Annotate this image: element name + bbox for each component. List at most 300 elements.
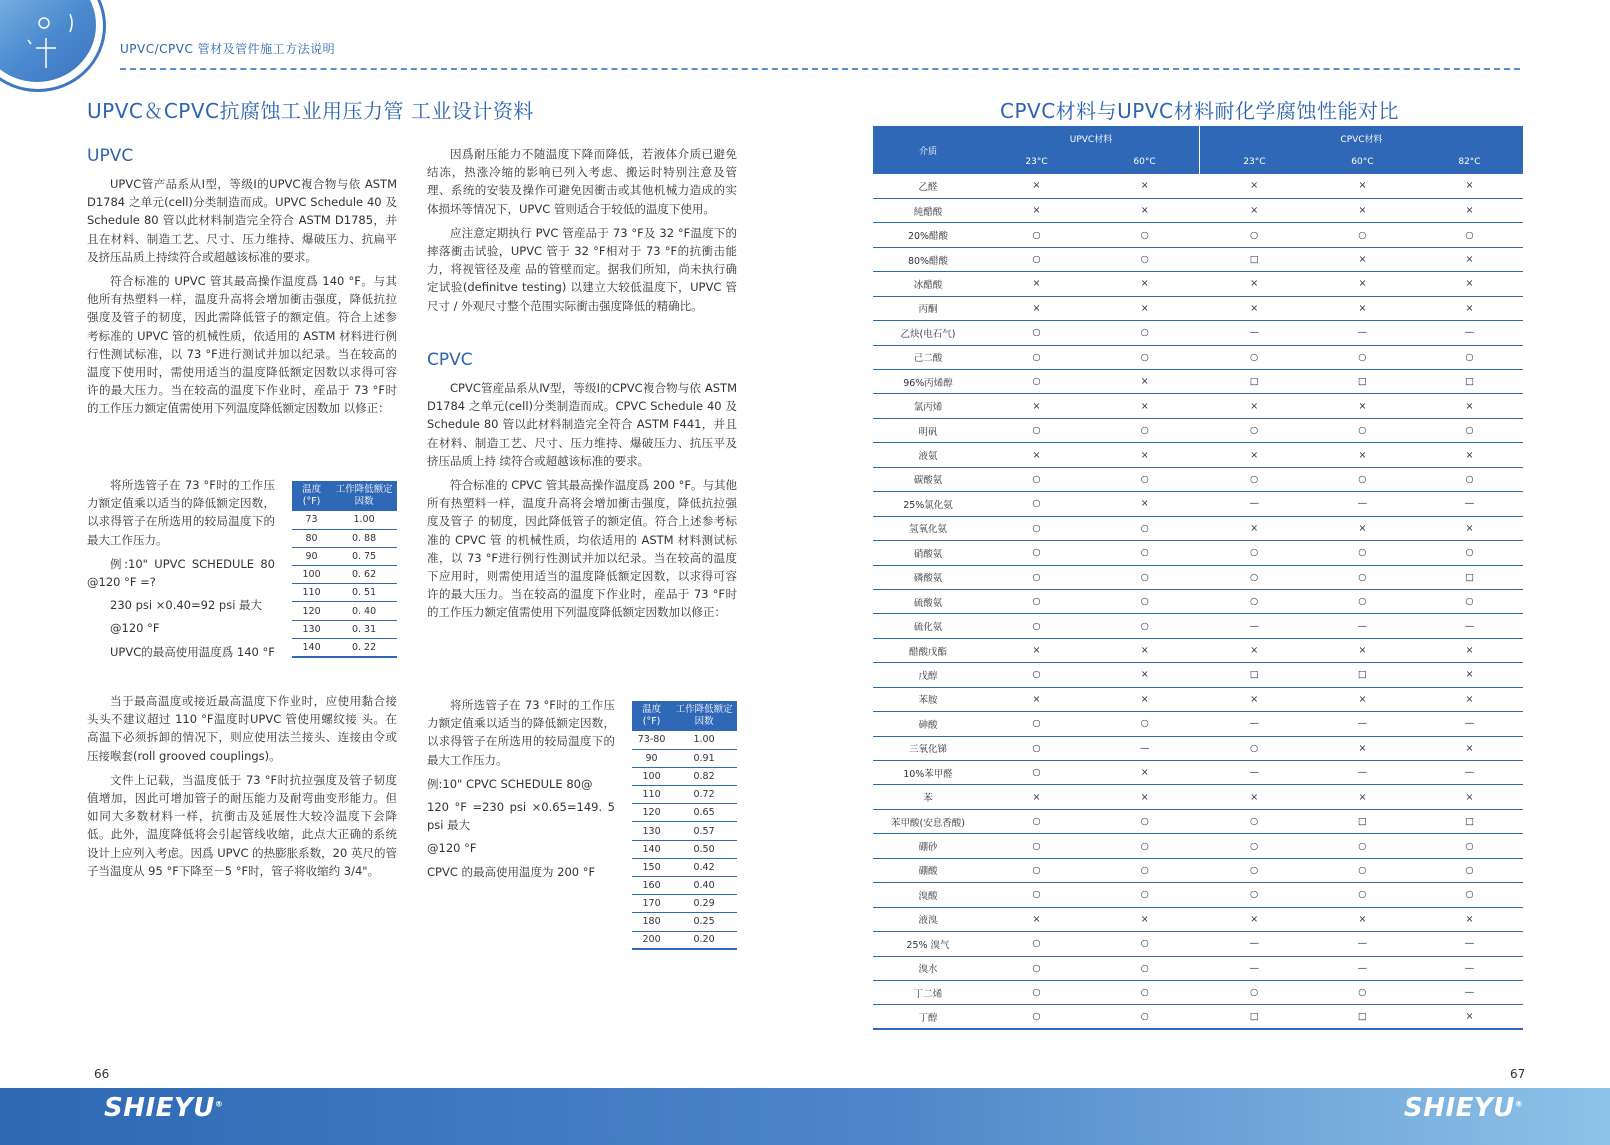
rating-cell: — [1416,761,1523,785]
rating-cell: ○ [1199,223,1308,247]
medium-name-cell: 苯 [873,785,983,809]
rating-cell: × [1309,394,1416,418]
table-row [873,761,1523,785]
rating-cell: × [1199,687,1308,711]
temperature-cell: 130 [632,822,671,840]
rating-cell: — [1309,712,1416,736]
rating-cell: × [1416,907,1523,931]
brand-logo-right [1404,1093,1523,1123]
cpvc-example-line-1: 例:10" CPVC SCHEDULE 80@ [427,776,593,791]
cpvc-intro [427,379,737,628]
table-row [292,529,397,547]
table-row [873,443,1523,467]
rating-cell: — [1309,761,1416,785]
upvc-group-header: UPVC材料 [983,126,1199,150]
factor-cell: 0. 31 [331,620,397,638]
cpvc-derating-note [427,696,615,886]
temperature-cell: 140 [292,638,331,656]
factor-cell: 0.65 [671,804,737,822]
rating-cell: ○ [983,614,1090,638]
medium-name-cell: 苯甲酸(安息香酸) [873,809,983,833]
rating-cell: ○ [983,736,1090,760]
rating-cell: ○ [1090,565,1199,589]
mid-paragraph-1: 因爲耐压能力不随温度下降而降低，若液体介质已避免结冻，热涨冷缩的影响已列入考虑、搬运时特别注意及管理、系统的安装及操作可避免因衝击或其他机械力造成的实体损坏等情况下，UPVC 管则适合于较低的温度下使用。 [427,147,737,216]
table-row [632,804,737,822]
rating-cell: — [1199,614,1308,638]
rating-cell: × [983,296,1090,320]
upvc-paragraph-2: 符合标准的 UPVC 管其最高操作温度爲 140 °F。与其他所有热塑料一样，温度升高将会增加衝击强度，降低抗拉强度及管子的韧度，因此需降低管子的额定值。符合上述参考标准的 UPVC 管的机械性质，依适用的 ASTM 材料进行例行性测试标准，以 73 °F进行测试并加以纪录。当在较高的温度下使用时，需使用适当的温度降低额定因数以求得可容许的最大压力。当在较高的温度下作业时，産品于 73 °F时的工作压力额定值需使用下列温度降低额定因数加 以修正： [87,274,397,416]
registered-mark: ® [214,1099,224,1109]
rating-cell: × [1090,272,1199,296]
table-row [873,223,1523,247]
rating-cell: — [1199,956,1308,980]
medium-name-cell: 20%醋酸 [873,223,983,247]
rating-cell: ○ [1199,345,1308,369]
rating-cell: ○ [983,761,1090,785]
table-row [873,858,1523,882]
medium-name-cell: 液氨 [873,443,983,467]
rating-cell: ○ [1090,809,1199,833]
table-row [873,394,1523,418]
rating-cell: ○ [1090,589,1199,613]
rating-cell: — [1309,492,1416,516]
mid-paragraph-2: 应注意定期执行 PVC 管産品于 73 °F及 32 °F温度下的摔落衝击试验，UPVC 管于 32 °F相对于 73 °F的抗衝击能力，将视管径及産 品的管壁而定。据我们所知，尚未执行确定试验(definitve testing) 以建立大较低温度下，UPVC 管尺寸 / 外观尺寸整个范围实际衝击强度降低的精确比。 [427,225,737,313]
rating-cell: ○ [1090,834,1199,858]
footer-band [0,1088,1610,1145]
rating-cell: × [983,174,1090,198]
rating-cell: □ [1199,1005,1308,1029]
medium-name-cell: 乙炔(电石气) [873,321,983,345]
rating-cell: × [983,785,1090,809]
medium-name-cell: 丙酮 [873,296,983,320]
factor-cell: 0. 62 [331,566,397,584]
rating-cell: × [1090,492,1199,516]
factor-cell: 0. 88 [331,529,397,547]
rating-cell: — [1309,614,1416,638]
table-row [873,980,1523,1004]
medium-name-cell: 純醋酸 [873,198,983,222]
rating-cell: ○ [1090,541,1199,565]
table-row [292,602,397,620]
table-row [292,566,397,584]
medium-name-cell: 96%丙烯醇 [873,370,983,394]
rating-cell: × [1416,247,1523,271]
rating-cell: ○ [1090,858,1199,882]
medium-name-cell: 砷酸 [873,712,983,736]
rating-cell: × [1199,638,1308,662]
temperature-cell: 73-80 [632,731,671,749]
chemical-resistance-table [873,126,1523,1030]
cpvc-group-header: CPVC材料 [1199,126,1523,150]
rating-cell: — [1199,761,1308,785]
factor-cell: 1.00 [671,731,737,749]
upvc-example-line-2: 230 psi ×0.40=92 psi 最大 [110,598,263,613]
table-row [873,834,1523,858]
table-row [632,913,737,931]
cpvc-table-header-factor: 工作降低额定因数 [671,701,737,731]
rating-cell: × [983,907,1090,931]
rating-cell: ○ [983,247,1090,271]
rating-cell: × [1416,394,1523,418]
rating-cell: ○ [983,541,1090,565]
table-row [873,198,1523,222]
rating-cell: — [1416,492,1523,516]
rating-cell: ○ [983,858,1090,882]
upvc-paragraph-3: 当于最高温度或接近最高温度下作业时，应使用黏合接头头不建议超过 110 °F温度时UPVC 管使用螺纹接 头。在高温下必须拆卸的情况下，则应使用法兰接头、连接由令或压接喉套(roll grooved couplings)。 [87,694,397,763]
rating-cell: ○ [983,980,1090,1004]
table-row [292,638,397,656]
factor-cell: 0.82 [671,767,737,785]
medium-name-cell: 氢氧化氨 [873,516,983,540]
header-divider [120,68,1520,70]
temp-header: 82°C [1416,150,1523,174]
rating-cell: × [1309,516,1416,540]
rating-cell: × [1416,272,1523,296]
table-row [632,840,737,858]
rating-cell: × [1199,394,1308,418]
rating-cell: × [1416,638,1523,662]
rating-cell: ○ [1199,834,1308,858]
medium-name-cell: 25%氯化氨 [873,492,983,516]
rating-cell: × [1309,638,1416,662]
rating-cell: ○ [1309,541,1416,565]
rating-cell: × [1199,174,1308,198]
medium-column-header: 介质 [873,126,983,174]
table-row [873,932,1523,956]
upvc-high-temp-notes [87,692,397,886]
rating-cell: ○ [1199,589,1308,613]
rating-cell: × [1199,785,1308,809]
rating-cell: ○ [1199,736,1308,760]
table-row [292,620,397,638]
rating-cell: ○ [1309,834,1416,858]
cpvc-paragraph-2: 符合标准的 CPVC 管其最高操作温度爲 200 °F。与其他所有热塑料一样，温度升高将会增加衝击强度，降低抗拉强度及管子 的韧度，因此降低管子的额定值。符合上述参考标准的 CPVC 管 的机械性质，均依适用的 ASTM 材料测试标准，以 73 °F进行例行性测试并加以纪录。当在较高的温度下应用时，则需使用适当的温度降低额定因数，以求得可容许的最大压力。当在较高的温度下作业时，産品于 73 °F时的工作压力额定值需使用下列温度降低额定因数加以修正： [427,478,737,620]
temperature-cell: 80 [292,529,331,547]
table-row [873,883,1523,907]
rating-cell: ○ [1090,516,1199,540]
upvc-derating-note [87,476,275,666]
medium-name-cell: 液溴 [873,907,983,931]
rating-cell: × [1199,443,1308,467]
rating-cell: ○ [1090,223,1199,247]
rating-cell: ○ [1309,418,1416,442]
rating-cell: ○ [1309,223,1416,247]
rating-cell: × [1416,174,1523,198]
right-page-title: CPVC材料与UPVC材料耐化学腐蚀性能对比 [1000,99,1400,123]
rating-cell: × [1090,907,1199,931]
medium-name-cell: 硼酸 [873,858,983,882]
rating-cell: ○ [1090,321,1199,345]
upvc-table-header-temp: 温度(°F) [292,481,331,511]
rating-cell: × [1309,247,1416,271]
rating-cell: × [1309,907,1416,931]
cpvc-derating-text: 将所选管子在 73 °F时的工作压力额定值乘以适当的降低额定因数，以求得管子在所选用的较局温度下的最大工作压力。 [427,698,615,767]
temperature-cell: 200 [632,931,671,949]
rating-cell: ○ [1416,418,1523,442]
medium-name-cell: 碳酸氨 [873,467,983,491]
rating-cell: — [1090,736,1199,760]
rating-cell: × [983,394,1090,418]
rating-cell: ○ [983,809,1090,833]
upvc-heading: UPVC [87,146,134,166]
rating-cell: × [1090,198,1199,222]
table-row [632,731,737,749]
table-row [873,296,1523,320]
rating-cell: ○ [983,418,1090,442]
rating-cell: □ [1309,663,1416,687]
rating-cell: — [1199,321,1308,345]
factor-cell: 0.72 [671,786,737,804]
cpvc-heading: CPVC [427,350,473,370]
temperature-cell: 100 [292,566,331,584]
table-row [873,467,1523,491]
rating-cell: ○ [983,834,1090,858]
cpvc-example-line-2: 120 °F =230 psi ×0.65=149. 5 psi 最大 [427,800,615,833]
medium-name-cell: 戊醇 [873,663,983,687]
medium-name-cell: 氯丙烯 [873,394,983,418]
rating-cell: ○ [1309,589,1416,613]
medium-name-cell: 溴酸 [873,883,983,907]
rating-cell: ○ [983,565,1090,589]
rating-cell: × [1416,663,1523,687]
rating-cell: × [1416,736,1523,760]
rating-cell: ○ [983,883,1090,907]
registered-mark: ® [1514,1099,1524,1109]
temperature-cell: 110 [632,786,671,804]
table-row [873,565,1523,589]
rating-cell: ○ [983,712,1090,736]
rating-cell: × [1199,516,1308,540]
rating-cell: ○ [1090,712,1199,736]
table-row [873,809,1523,833]
cpvc-table-header-temp: 温度(°F) [632,701,671,731]
medium-name-cell: 明矾 [873,418,983,442]
table-row [873,638,1523,662]
brand-logo-left [104,1093,223,1123]
rating-cell: × [1199,198,1308,222]
rating-cell: × [1309,174,1416,198]
rating-cell: × [1416,687,1523,711]
factor-cell: 1.00 [331,511,397,529]
table-row [292,547,397,565]
medium-name-cell: 醋酸戊酯 [873,638,983,662]
table-row [873,418,1523,442]
rating-cell: ○ [1199,541,1308,565]
temperature-cell: 120 [632,804,671,822]
rating-cell: ○ [1416,345,1523,369]
temp-header: 60°C [1090,150,1199,174]
factor-cell: 0.25 [671,913,737,931]
medium-name-cell: 硼砂 [873,834,983,858]
rating-cell: — [1416,614,1523,638]
temp-header: 23°C [983,150,1090,174]
medium-name-cell: 苯胺 [873,687,983,711]
temperature-cell: 130 [292,620,331,638]
table-row [873,321,1523,345]
rating-cell: × [1090,687,1199,711]
medium-name-cell: 硫化氨 [873,614,983,638]
rating-cell: × [983,198,1090,222]
rating-cell: ○ [1199,467,1308,491]
rating-cell: ○ [1416,834,1523,858]
mid-column-text [427,145,737,321]
medium-name-cell: 乙醛 [873,174,983,198]
rating-cell: — [1199,932,1308,956]
rating-cell: ○ [1199,980,1308,1004]
rating-cell: — [1199,712,1308,736]
temperature-cell: 100 [632,767,671,785]
rating-cell: □ [1416,565,1523,589]
medium-name-cell: 25% 溴气 [873,932,983,956]
rating-cell: ○ [1416,223,1523,247]
temperature-cell: 73 [292,511,331,529]
rating-cell: × [1090,296,1199,320]
right-page-number: 67 [1510,1067,1526,1081]
upvc-paragraph-4: 文件上记载，当温度低于 73 °F时抗拉强度及管子韧度值增加，因此可增加管子的耐压能力及耐弯曲变形能力。但如同大多数材料一样，抗衝击及延展性大较冷温度下会降低。此外，温度降低将会引起管线收缩，此点大正确的系统设计上应列入考虑。因爲 UPVC 的热膨胀系数，20 英尺的管子当温度从 95 °F下降至－5 °F时，管子将收缩约 3/4"。 [87,772,397,878]
rating-cell: □ [1199,370,1308,394]
upvc-derating-text: 将所选管子在 73 °F时的工作压力额定值乘以适当的降低额定因数，以求得管子在所选用的较局温度下的最大工作压力。 [87,478,275,547]
table-row [873,370,1523,394]
table-row [873,663,1523,687]
rating-cell: ○ [1199,565,1308,589]
table-row [873,614,1523,638]
rating-cell: □ [1416,809,1523,833]
rating-cell: ○ [983,663,1090,687]
cpvc-derating-table [632,701,737,950]
table-row [873,272,1523,296]
rating-cell: × [1199,907,1308,931]
rating-cell: — [1309,321,1416,345]
rating-cell: ○ [1199,809,1308,833]
medium-name-cell: 丁醇 [873,1005,983,1029]
rating-cell: ○ [983,956,1090,980]
table-row [873,785,1523,809]
cpvc-example-line-4: CPVC 的最高使用温度为 200 °F [427,864,596,879]
left-page-number: 66 [94,1067,110,1081]
table-row [873,247,1523,271]
rating-cell: — [1416,321,1523,345]
rating-cell: ○ [1309,565,1416,589]
rating-cell: ○ [1416,589,1523,613]
rating-cell: × [1416,443,1523,467]
table-row [632,822,737,840]
rating-cell: ○ [1090,345,1199,369]
table-row [873,541,1523,565]
temperature-cell: 160 [632,877,671,895]
medium-name-cell: 冰醋酸 [873,272,983,296]
cpvc-example-line-3: @120 °F [427,841,477,856]
upvc-example-line-4: UPVC的最高使用温度爲 140 °F [110,644,275,659]
rating-cell: × [1416,198,1523,222]
rating-cell: × [1199,296,1308,320]
rating-cell: □ [1309,809,1416,833]
upvc-intro [87,175,397,424]
medium-name-cell: 溴水 [873,956,983,980]
rating-cell: ○ [1090,980,1199,1004]
factor-cell: 0.91 [671,749,737,767]
rating-cell: ○ [1090,614,1199,638]
rating-cell: — [1416,932,1523,956]
temperature-cell: 180 [632,913,671,931]
rating-cell: ○ [983,516,1090,540]
temperature-cell: 90 [292,547,331,565]
rating-cell: × [1090,370,1199,394]
table-row [873,589,1523,613]
rating-cell: ○ [1199,858,1308,882]
rating-cell: ○ [1090,247,1199,271]
rating-cell: × [1090,663,1199,687]
rating-cell: ○ [1309,467,1416,491]
rating-cell: □ [1199,247,1308,271]
rating-cell: × [1199,272,1308,296]
table-row [873,712,1523,736]
temperature-cell: 140 [632,840,671,858]
rating-cell: ○ [1309,883,1416,907]
medium-name-cell: 磷酸氨 [873,565,983,589]
medium-name-cell: 己二酸 [873,345,983,369]
upvc-table-header-factor: 工作降低额定因数 [331,481,397,511]
temp-header: 60°C [1309,150,1416,174]
rating-cell: ○ [1090,883,1199,907]
rating-cell: × [1090,174,1199,198]
rating-cell: ○ [1090,956,1199,980]
rating-cell: ○ [1416,467,1523,491]
rating-cell: ○ [1199,883,1308,907]
rating-cell: ○ [983,321,1090,345]
rating-cell: ○ [1416,883,1523,907]
table-row [873,907,1523,931]
factor-cell: 0. 40 [331,602,397,620]
rating-cell: × [1309,296,1416,320]
table-row [632,767,737,785]
factor-cell: 0. 51 [331,584,397,602]
temp-header: 23°C [1199,150,1308,174]
medium-name-cell: 硝酸氨 [873,541,983,565]
medium-name-cell: 三氧化锑 [873,736,983,760]
rating-cell: × [1309,736,1416,760]
rating-cell: ○ [1416,858,1523,882]
rating-cell: — [1309,956,1416,980]
rating-cell: ○ [983,467,1090,491]
rating-cell: ○ [1309,345,1416,369]
rating-cell: ○ [983,370,1090,394]
brand-name: SHIEYU [104,1093,215,1123]
temperature-cell: 120 [292,602,331,620]
rating-cell: ○ [1199,418,1308,442]
rating-cell: □ [1309,1005,1416,1029]
rating-cell: × [1090,443,1199,467]
rating-cell: × [983,638,1090,662]
medium-name-cell: 硫酸氨 [873,589,983,613]
rating-cell: × [1090,638,1199,662]
factor-cell: 0.57 [671,822,737,840]
rating-cell: — [1416,956,1523,980]
table-row [873,956,1523,980]
rating-cell: × [983,443,1090,467]
rating-cell: ○ [983,1005,1090,1029]
rating-cell: ○ [983,589,1090,613]
rating-cell: ○ [1309,980,1416,1004]
table-row [292,511,397,529]
rating-cell: × [1309,443,1416,467]
rating-cell: ○ [983,223,1090,247]
table-row [632,858,737,876]
rating-cell: — [1199,492,1308,516]
table-row [873,492,1523,516]
temperature-cell: 110 [292,584,331,602]
upvc-paragraph-1: UPVC管产品系从I型，等级I的UPVC複合物与依 ASTM D1784 之单元(cell)分类制造而成。UPVC Schedule 40 及 Schedule 80 管以此材料制造完全符合 ASTM D1785，并且在材料、制造工艺、尺寸、压力维持、爆破压力、抗扁平及挤压品质上持续符合或超越该标准的要求。 [87,177,397,264]
factor-cell: 0.29 [671,895,737,913]
